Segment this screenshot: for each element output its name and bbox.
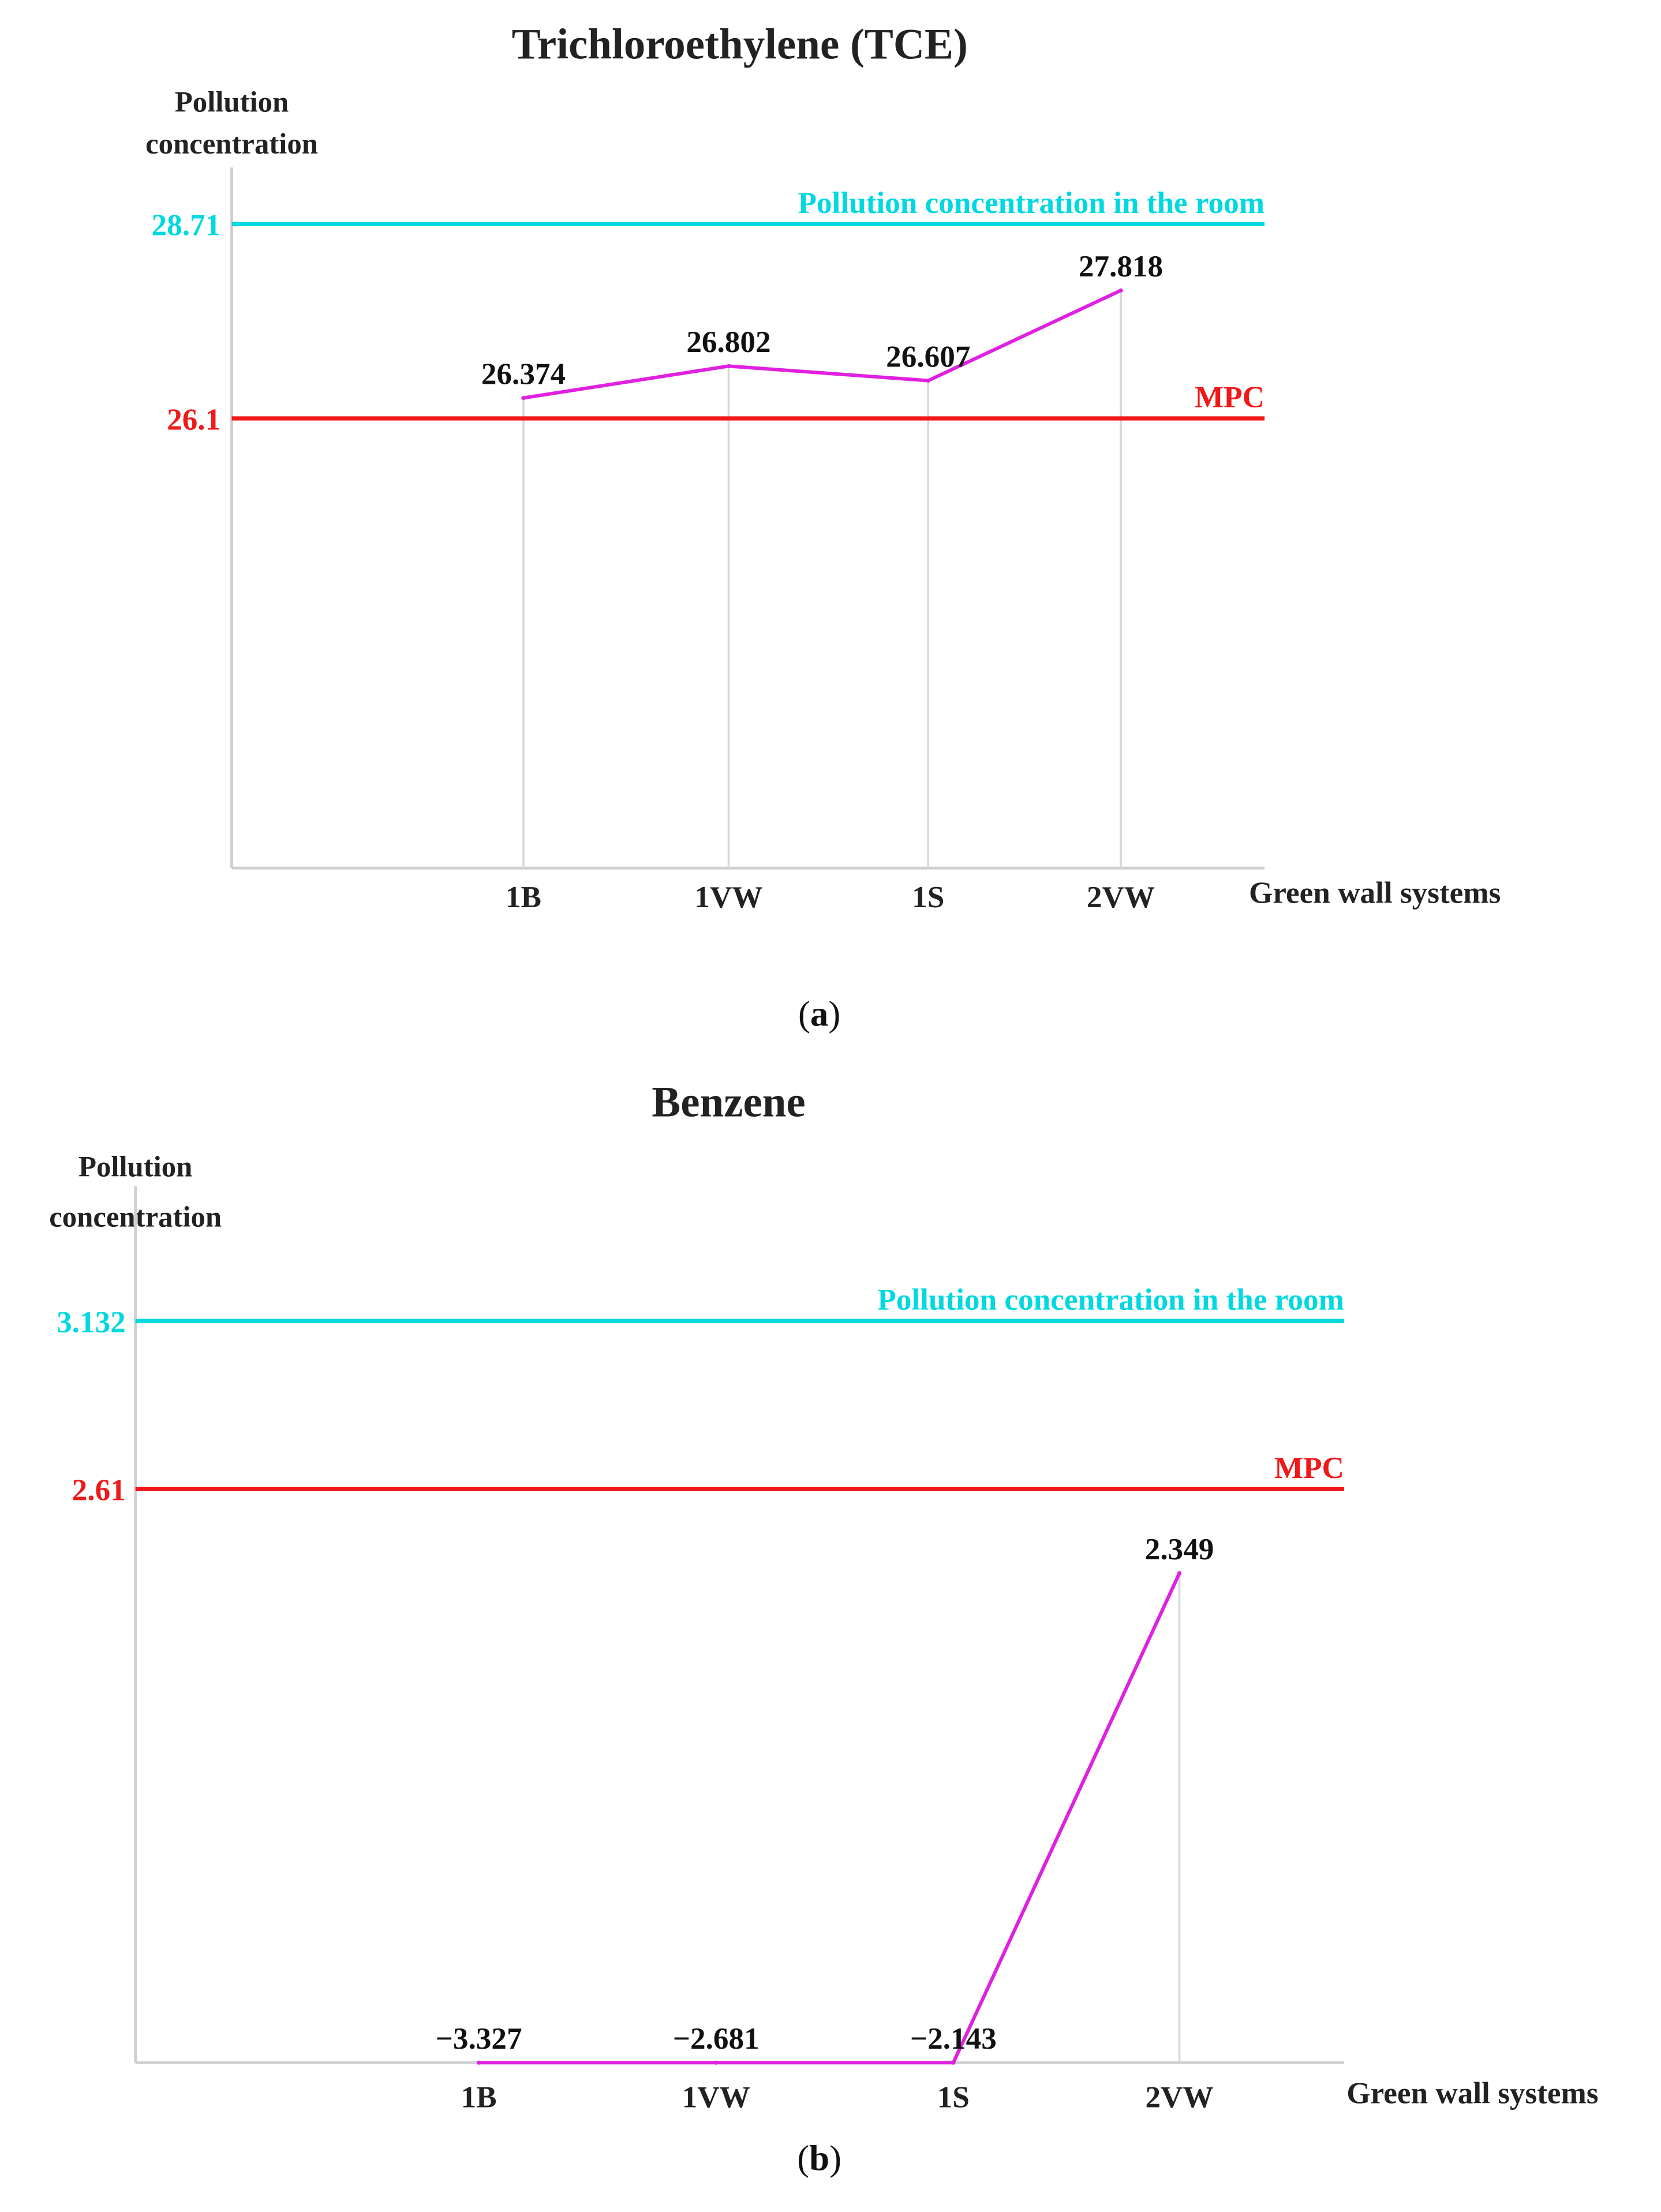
data-point-2VW [1177, 1571, 1181, 1575]
data-label: 26.802 [686, 325, 771, 360]
data-label: −2.681 [672, 2022, 760, 2056]
data-point-1VW [727, 364, 731, 368]
data-point-1VW [714, 2061, 718, 2065]
reference-line-name: Pollution concentration in the room [877, 1282, 1344, 1317]
data-label: 2.349 [1144, 1532, 1214, 1566]
data-label: 26.374 [481, 357, 566, 391]
data-point-1S [926, 379, 930, 383]
reference-line-name: MPC [1194, 380, 1265, 414]
chart-title: Trichloroethylene (TCE) [511, 20, 968, 69]
reference-value-label: 28.71 [151, 208, 221, 242]
y-axis-label: concentration [49, 1200, 222, 1233]
panel-letter: b [809, 2138, 830, 2179]
reference-value-label: 26.1 [167, 402, 221, 437]
data-label: −2.143 [910, 2022, 997, 2056]
reference-line-name: Pollution concentration in the room [798, 185, 1265, 220]
x-axis-label: Green wall systems [1248, 875, 1501, 910]
x-tick-label: 1VW [682, 2080, 750, 2114]
panel-caption: (b) [797, 2138, 842, 2179]
x-tick-label: 2VW [1086, 879, 1155, 914]
y-axis-label: concentration [145, 128, 319, 160]
data-point-1B [477, 2061, 481, 2065]
data-point-1B [521, 396, 525, 400]
y-axis-label: Pollution [78, 1150, 193, 1183]
x-axis-label: Green wall systems [1346, 2076, 1599, 2110]
data-label: 27.818 [1078, 249, 1164, 284]
y-axis-label: Pollution [174, 85, 289, 118]
data-label: −3.327 [435, 2022, 522, 2056]
reference-line-name: MPC [1274, 1451, 1344, 1485]
panel-caption: (a) [798, 993, 841, 1034]
series-line [479, 1573, 1180, 2063]
series-line [523, 290, 1121, 398]
x-tick-label: 1B [461, 2080, 497, 2114]
data-point-1S [951, 2061, 955, 2065]
chart-title: Benzene [652, 1078, 806, 1126]
data-point-2VW [1118, 289, 1123, 293]
panel-letter: a [810, 993, 829, 1034]
x-tick-label: 1S [912, 879, 945, 914]
reference-value-label: 2.61 [72, 1473, 126, 1507]
x-tick-label: 1S [937, 2080, 970, 2114]
x-tick-label: 1VW [694, 879, 763, 914]
reference-value-label: 3.132 [57, 1305, 126, 1339]
x-tick-label: 1B [505, 879, 542, 914]
data-label: 26.607 [886, 339, 971, 374]
x-tick-label: 2VW [1145, 2080, 1214, 2114]
